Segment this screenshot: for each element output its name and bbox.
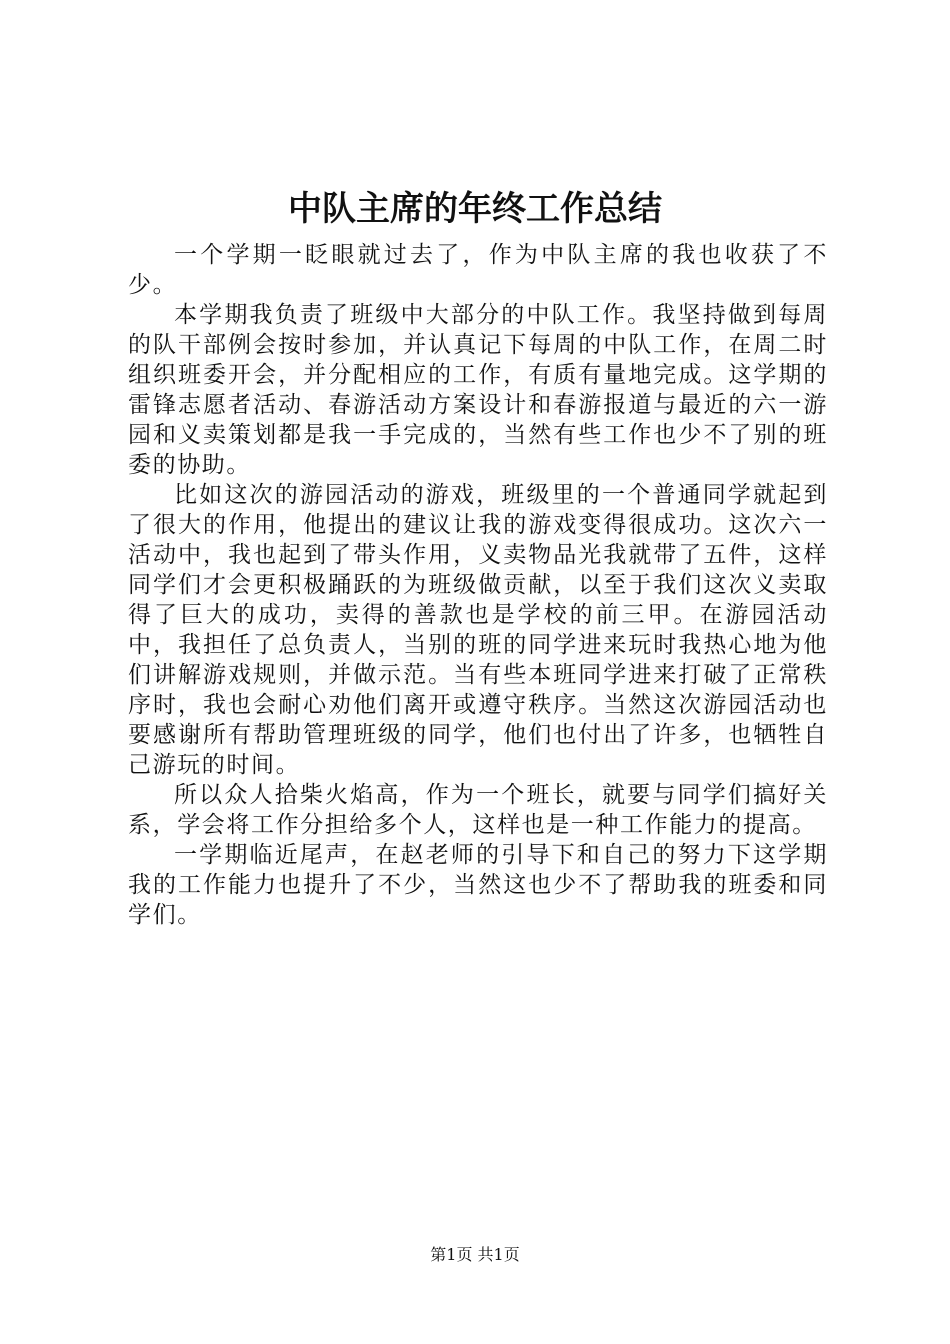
paragraph-2: 本学期我负责了班级中大部分的中队工作。我坚持做到每周的队干部例会按时参加，并认真记下每周的中队工作，在周二时组织班委开会，并分配相应的工作，有质有量地完成。这学期的雷锋志愿者活动、春游活动方案设计和春游报道与最近的六一游园和义卖策划都是我一手完成的，当然有些工作也少不了别的班委的协助。 xyxy=(128,302,828,478)
paragraph-1: 一个学期一眨眼就过去了，作为中队主席的我也收获了不少。 xyxy=(128,242,828,298)
paragraph-3: 比如这次的游园活动的游戏，班级里的一个普通同学就起到了很大的作用，他提出的建议让我的游戏变得很成功。这次六一活动中，我也起到了带头作用，义卖物品光我就带了五件，这样同学们才会更积极踊跃的为班级做贡献，以至于我们这次义卖取得了巨大的成功，卖得的善款也是学校的前三甲。在游园活动中，我担任了总负责人，当别的班的同学进来玩时我热心地为他们讲解游戏规则，并做示范。当有些本班同学进来打破了正常秩序时，我也会耐心劝他们离开或遵守秩序。当然这次游园活动也要感谢所有帮助管理班级的同学，他们也付出了许多，也牺牲自己游玩的时间。 xyxy=(128,482,828,778)
document-body xyxy=(128,240,828,930)
paragraph-4: 所以众人拾柴火焰高，作为一个班长，就要与同学们搞好关系，学会将工作分担给多个人，这样也是一种工作能力的提高。 xyxy=(128,782,828,838)
document-title: 中队主席的年终工作总结 xyxy=(288,189,662,229)
page-footer: 第1页 共1页 xyxy=(430,1245,520,1264)
paragraph-5: 一学期临近尾声，在赵老师的引导下和自己的努力下这学期我的工作能力也提升了不少，当然这也少不了帮助我的班委和同学们。 xyxy=(128,842,828,928)
